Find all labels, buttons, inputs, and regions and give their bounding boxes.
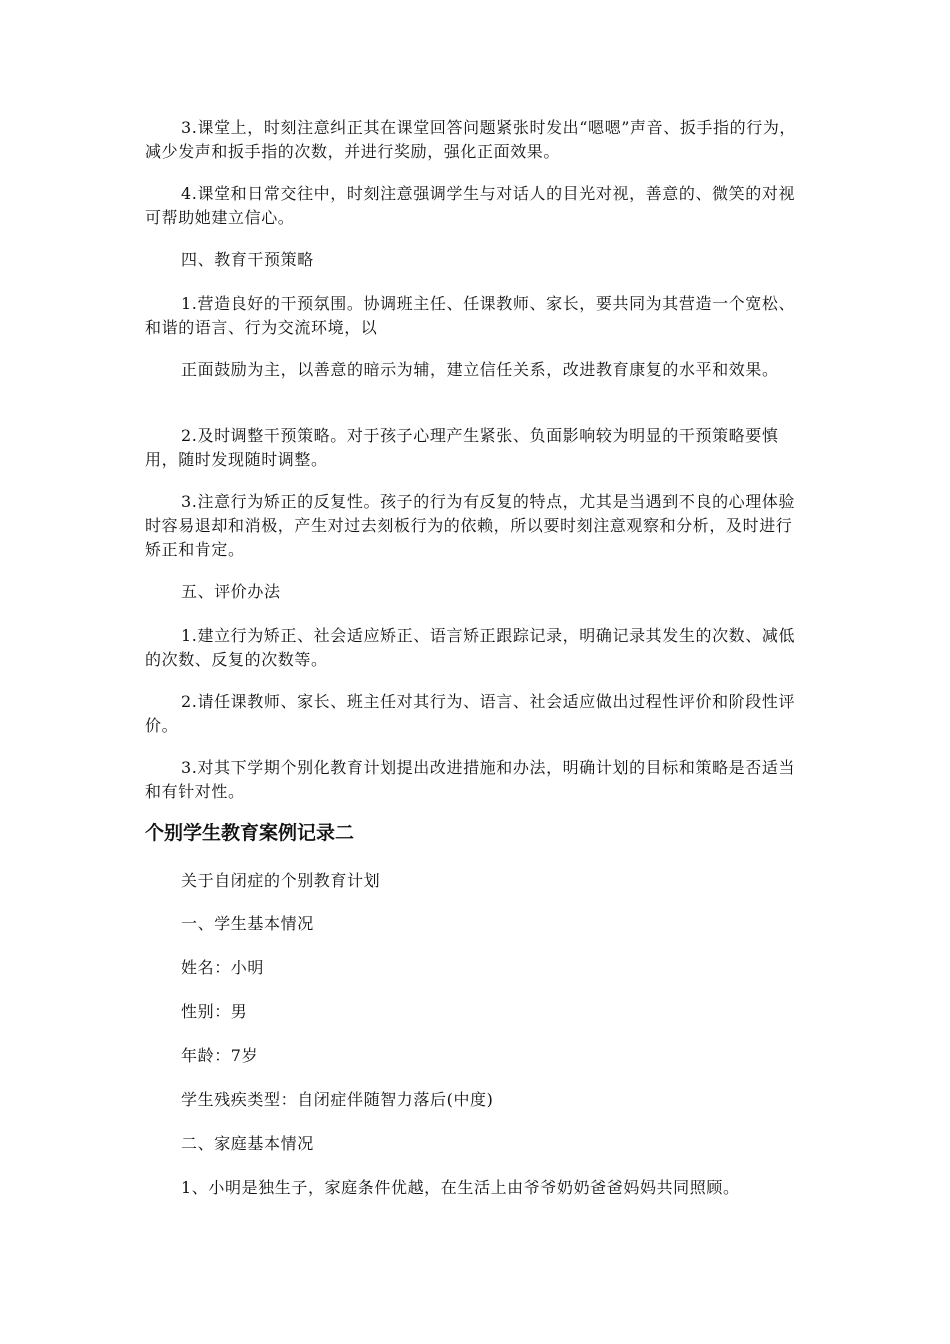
- section-heading: 二、家庭基本情况: [181, 1134, 314, 1153]
- paragraph: 2.请任课教师、家长、班主任对其行为、语言、社会适应做出过程性评价和阶段性评价。: [145, 692, 796, 735]
- document-title: 个别学生教育案例记录二: [145, 822, 355, 844]
- info-line: 年龄：7岁: [181, 1046, 259, 1065]
- paragraph: 4.课堂和日常交往中，时刻注意强调学生与对话人的目光对视，善意的、微笑的对视可帮助她建立信心。: [145, 184, 796, 227]
- paragraph: 1.营造良好的干预氛围。协调班主任、任课教师、家长，要共同为其营造一个宽松、和谐的语言、行为交流环境，以: [145, 294, 796, 337]
- paragraph: 正面鼓励为主，以善意的暗示为辅，建立信任关系，改进教育康复的水平和效果。: [181, 360, 779, 379]
- paragraph: 1.建立行为矫正、社会适应矫正、语言矫正跟踪记录，明确记录其发生的次数、减低的次数、反复的次数等。: [145, 626, 796, 669]
- section-heading: 五、评价办法: [181, 582, 281, 601]
- info-line: 学生残疾类型：自闭症伴随智力落后(中度): [181, 1090, 494, 1109]
- section-heading: 四、教育干预策略: [181, 250, 314, 269]
- paragraph: 2.及时调整干预策略。对于孩子心理产生紧张、负面影响较为明显的干预策略要慎用，随时发现随时调整。: [145, 426, 779, 469]
- paragraph: 3.课堂上，时刻注意纠正其在课堂回答问题紧张时发出“嗯嗯”声音、扳手指的行为，减少发声和扳手指的次数，并进行奖励，强化正面效果。: [145, 118, 797, 161]
- subtitle: 关于自闭症的个别教育计划: [181, 871, 381, 890]
- info-line: 姓名：小明: [181, 958, 265, 977]
- section-heading: 一、学生基本情况: [181, 914, 314, 933]
- info-line: 性别：男: [181, 1002, 248, 1021]
- paragraph: 1、小明是独生子，家庭条件优越，在生活上由爷爷奶奶爸爸妈妈共同照顾。: [181, 1178, 740, 1197]
- paragraph: 3.注意行为矫正的反复性。孩子的行为有反复的特点，尤其是当遇到不良的心理体验时容易退却和消极，产生对过去刻板行为的依赖，所以要时刻注意观察和分析，及时进行矫正和肯定。: [145, 492, 796, 559]
- paragraph: 3.对其下学期个别化教育计划提出改进措施和办法，明确计划的目标和策略是否适当和有针对性。: [145, 758, 796, 801]
